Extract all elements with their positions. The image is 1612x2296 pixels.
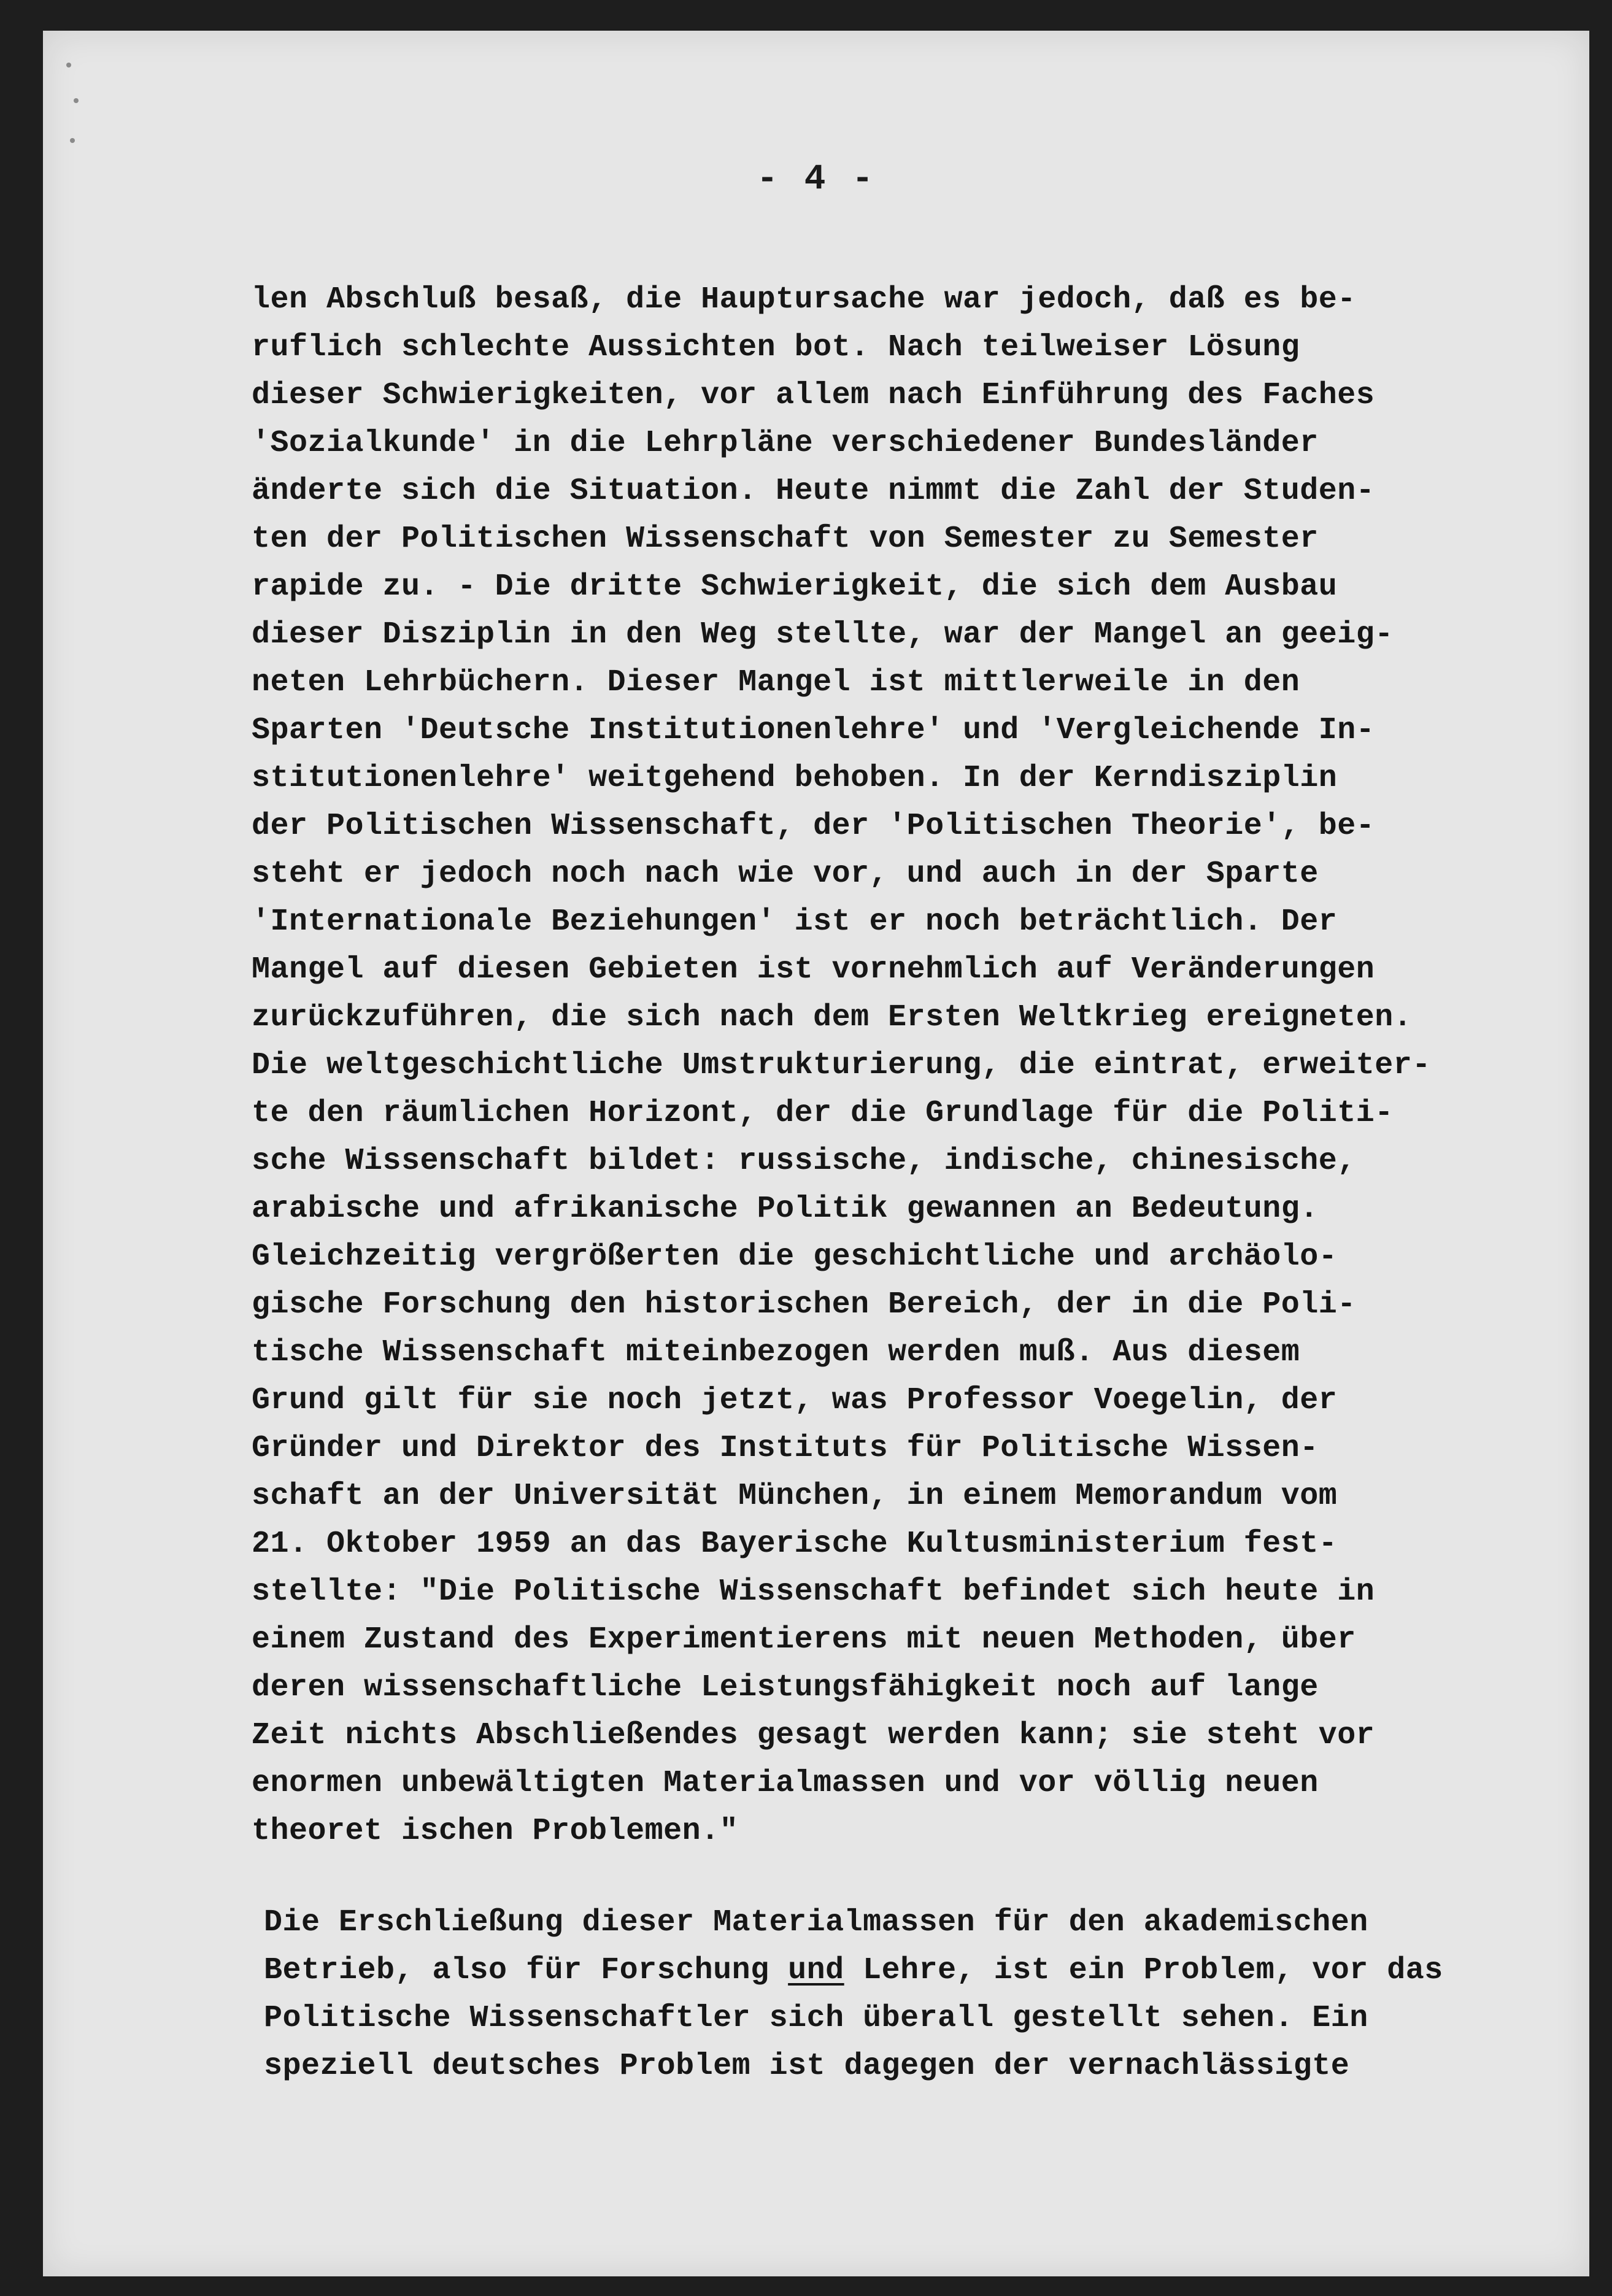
text-line: theoret ischen Problemen." bbox=[252, 1814, 739, 1849]
text-line: Grund gilt für sie noch jetzt, was Professor Voegelin, der bbox=[252, 1383, 1338, 1418]
scan-speck bbox=[70, 138, 75, 143]
text-line: Die weltgeschichtliche Umstrukturierung, die eintrat, erweiter- bbox=[252, 1048, 1431, 1083]
text-line: ten der Politischen Wissenschaft von Semester zu Semester bbox=[252, 522, 1319, 557]
text-line: len Abschluß besaß, die Hauptursache war jedoch, daß es be- bbox=[252, 282, 1356, 317]
scan-speck bbox=[66, 63, 71, 67]
text-line: 21. Oktober 1959 an das Bayerische Kultusministerium fest- bbox=[252, 1527, 1338, 1562]
text-line: Mangel auf diesen Gebieten ist vornehmlich auf Veränderungen bbox=[252, 952, 1375, 987]
page-number: - 4 - bbox=[756, 160, 876, 199]
document-page bbox=[43, 31, 1589, 2276]
scan-speck bbox=[74, 98, 79, 103]
text-line: Politische Wissenschaftler sich überall gestellt sehen. Ein bbox=[264, 2001, 1368, 2036]
text-line: stellte: "Die Politische Wissenschaft befindet sich heute in bbox=[252, 1574, 1375, 1609]
text-line: Zeit nichts Abschließendes gesagt werden kann; sie steht vor bbox=[252, 1718, 1375, 1753]
underlined-word: und bbox=[788, 1953, 844, 1988]
text-line: tische Wissenschaft miteinbezogen werden muß. Aus diesem bbox=[252, 1335, 1300, 1370]
text-line: Die Erschließung dieser Materialmassen für den akademischen bbox=[264, 1905, 1368, 1940]
text-line: sche Wissenschaft bildet: russische, indische, chinesische, bbox=[252, 1144, 1356, 1179]
text-segment: Lehre, ist ein Problem, vor das bbox=[844, 1953, 1443, 1988]
text-segment: Betrieb, also für Forschung bbox=[264, 1953, 789, 1988]
text-line: ruflich schlechte Aussichten bot. Nach teilweiser Lösung bbox=[252, 330, 1300, 365]
text-line: dieser Schwierigkeiten, vor allem nach Einführung des Faches bbox=[252, 378, 1375, 413]
text-line: deren wissenschaftliche Leistungsfähigkeit noch auf lange bbox=[252, 1670, 1319, 1705]
text-line: änderte sich die Situation. Heute nimmt die Zahl der Studen- bbox=[252, 474, 1375, 509]
text-line: der Politischen Wissenschaft, der 'Politischen Theorie', be- bbox=[252, 809, 1375, 844]
text-line: speziell deutsches Problem ist dagegen der vernachlässigte bbox=[264, 2049, 1350, 2084]
text-line: te den räumlichen Horizont, der die Grundlage für die Politi- bbox=[252, 1096, 1394, 1131]
text-line: schaft an der Universität München, in einem Memorandum vom bbox=[252, 1479, 1338, 1514]
text-line: stitutionenlehre' weitgehend behoben. In der Kerndisziplin bbox=[252, 761, 1338, 796]
text-line: Gleichzeitig vergrößerten die geschichtliche und archäolo- bbox=[252, 1239, 1338, 1274]
text-line bbox=[264, 1947, 1552, 1995]
text-line: Sparten 'Deutsche Institutionenlehre' und 'Vergleichende In- bbox=[252, 713, 1375, 748]
text-line: enormen unbewältigten Materialmassen und vor völlig neuen bbox=[252, 1766, 1319, 1801]
text-line: einem Zustand des Experimentierens mit neuen Methoden, über bbox=[252, 1622, 1356, 1657]
text-line: Gründer und Direktor des Instituts für Politische Wissen- bbox=[252, 1431, 1319, 1466]
text-line: arabische und afrikanische Politik gewannen an Bedeutung. bbox=[252, 1192, 1319, 1227]
text-line: zurückzuführen, die sich nach dem Ersten Weltkrieg ereigneten. bbox=[252, 1000, 1413, 1035]
text-line: neten Lehrbüchern. Dieser Mangel ist mittlerweile in den bbox=[252, 665, 1300, 700]
text-line: steht er jedoch noch nach wie vor, und auch in der Sparte bbox=[252, 857, 1319, 892]
text-line: dieser Disziplin in den Weg stellte, war der Mangel an geeig- bbox=[252, 617, 1394, 652]
body-paragraph bbox=[264, 1899, 1552, 2090]
text-line: 'Sozialkunde' in die Lehrpläne verschiedener Bundesländer bbox=[252, 426, 1319, 461]
text-line: gische Forschung den historischen Bereich, der in die Poli- bbox=[252, 1287, 1356, 1322]
text-line: 'Internationale Beziehungen' ist er noch beträchtlich. Der bbox=[252, 904, 1338, 939]
text-line: rapide zu. - Die dritte Schwierigkeit, die sich dem Ausbau bbox=[252, 569, 1338, 604]
body-paragraph bbox=[252, 276, 1540, 1855]
